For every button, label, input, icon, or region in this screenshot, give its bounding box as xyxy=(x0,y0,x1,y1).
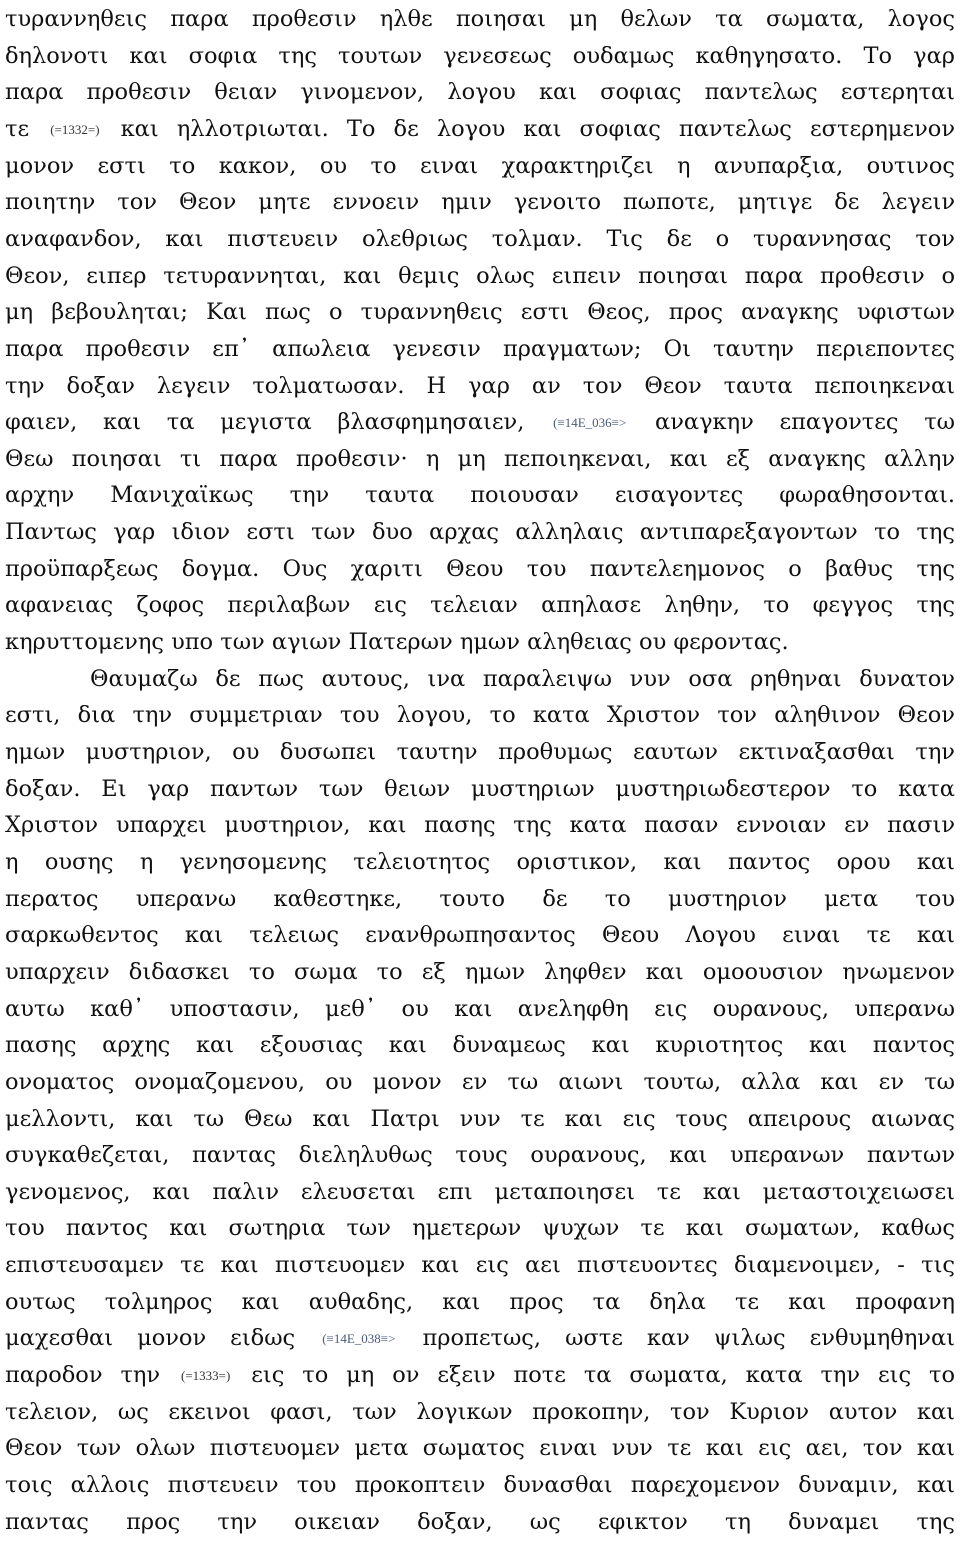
text-span: ονοματος ονομαζομενου, ου μονον εν τω αιωνι τουτω, αλλα και εν τω xyxy=(5,1068,955,1095)
text-line xyxy=(5,917,955,954)
text-span: την δοξαν λεγειν τολματωσαν. Η γαρ αν τον Θεον ταυτα πεποιηκεναι xyxy=(5,372,955,399)
text-span: φαιεν, και τα μεγιστα βλασφημησαιεν, xyxy=(5,409,551,436)
text-line xyxy=(5,74,955,111)
text-span: επιστευσαμεν τε και πιστευομεν και εις αει πιστευοντες διαμενοιμεν, - τις xyxy=(5,1252,955,1279)
text-span: τυραννηθεις παρα προθεσιν ηλθε ποιησαι μη θελων τα σωματα, λογος xyxy=(5,6,955,32)
text-line xyxy=(5,1137,955,1174)
text-span: συγκαθεζεται, παντας διεληλυθως τους ουρανους, και υπερανων παντων xyxy=(5,1142,955,1169)
text-span: τοις αλλοις πιστευειν του προκοπτειν δυνασθαι παρεχομενον δυναμιν, και xyxy=(5,1472,955,1498)
text-line xyxy=(5,404,955,441)
text-span: τελειον, ως εκεινοι φασι, των λογικων προκοπην, τον Κυριον αυτον και xyxy=(5,1398,955,1425)
text-span: δηλονοτι και σοφια της τουτων γενεσεως ουδαμως καθηγησατο. Το γαρ xyxy=(5,42,955,69)
text-line xyxy=(5,807,955,844)
text-line xyxy=(5,221,955,258)
text-line xyxy=(5,1430,955,1467)
text-span: προϋπαρξεως δογμα. Ους χαριτι Θεου του παντελεημονος ο βαθυς της xyxy=(5,555,955,582)
text-line xyxy=(5,1174,955,1211)
text-span: μελλοντι, και τω Θεω και Πατρι νυν τε και εις τους απειρους αιωνας xyxy=(5,1105,955,1132)
text-span: αναφανδον, και πιστευειν ολεθριως τολμαν. Τις δε ο τυραννησας τον xyxy=(5,225,955,252)
text-line xyxy=(5,1504,955,1541)
text-span: Θεον, ειπερ τετυραννηται, και θεμις ολως ειπειν ποιησαι παρα προθεσιν ο xyxy=(5,262,955,289)
page-marker: (≡14E_036≡> xyxy=(553,415,627,431)
text-line xyxy=(5,148,955,185)
text-line xyxy=(5,1,955,38)
text-span: γενομενος, και παλιν ελευσεται επι μεταποιησει τε και μεταστοιχειωσει xyxy=(5,1178,955,1205)
text-span: και ηλλοτριωται. Το δε λογου και σοφιας παντελως εστερημενον xyxy=(102,115,955,142)
text-span: ημων μυστηριον, ου δυσωπει ταυτην προθυμως εαυτων εκτιναξασθαι την xyxy=(5,739,955,765)
text-line xyxy=(5,551,955,588)
text-line xyxy=(90,661,955,698)
text-line xyxy=(5,331,955,368)
text-line xyxy=(5,184,955,221)
page-marker: (=1333=) xyxy=(180,1368,231,1384)
text-span: Χριστον υπαρχει μυστηριον, και πασης της κατα πασαν εννοιαν εν πασιν xyxy=(5,812,955,839)
text-span: εις το μη ον εξειν ποτε τα σωματα, κατα την εις το xyxy=(233,1362,955,1389)
text-line xyxy=(5,294,955,331)
text-span: παρα προθεσιν επ᾽ απωλεια γενεσιν πραγματων; Οι ταυτην περιεποντες xyxy=(5,335,955,362)
text-span: αφανειας ζοφος περιλαβων εις τελειαν απηλασε ληθην, το φεγγος της xyxy=(5,592,955,619)
text-line xyxy=(5,771,955,808)
text-line xyxy=(5,844,955,881)
text-line xyxy=(5,1247,955,1284)
text-line xyxy=(5,1101,955,1138)
text-span: πασης αρχης και εξουσιας και δυναμεως και κυριοτητος και παντος xyxy=(5,1032,955,1059)
text-span: τε xyxy=(5,115,48,142)
text-span: μη βεβουληται; Και πως ο τυραννηθεις εστι Θεος, προς αναγκης υφιστων xyxy=(5,299,955,326)
text-span: αυτω καθ᾽ υποστασιν, μεθ᾽ ου και ανεληφθη εις ουρανους, υπερανω xyxy=(5,995,955,1022)
text-line xyxy=(5,991,955,1028)
text-span: Παντως γαρ ιδιον εστι των δυο αρχας αλληλαις αντιπαρεξαγοντων το της xyxy=(5,519,955,546)
text-span: υπαρχειν διδασκει το σωμα το εξ ημων ληφθεν και ομοουσιον ηνωμενον xyxy=(5,958,955,985)
text-line xyxy=(5,1394,955,1431)
text-line xyxy=(5,441,955,478)
text-line xyxy=(5,1027,955,1064)
text-line xyxy=(5,697,955,734)
text-span: προπετως, ωστε καν ψιλως ενθυμηθηναι xyxy=(398,1325,955,1352)
text-line xyxy=(5,1467,955,1504)
text-line xyxy=(5,111,955,148)
text-line xyxy=(5,1210,955,1247)
text-span: παντας προς την οικειαν δοξαν, ως εφικτον τη δυναμει της xyxy=(5,1508,955,1535)
text-line xyxy=(5,624,955,661)
text-span: αρχην Μανιχαϊκως την ταυτα ποιουσαν εισαγοντες φωραθησονται. xyxy=(5,482,955,509)
text-span: Θαυμαζω δε πως αυτους, ινα παραλειψω νυν οσα ρηθηναι δυνατον xyxy=(90,665,955,692)
text-span: παρα προθεσιν θειαν γινομενον, λογου και σοφιας παντελως εστερηται xyxy=(5,79,955,106)
text-span: σαρκωθεντος και τελειως ενανθρωπησαντος Θεου Λογου ειναι τε και xyxy=(5,922,955,949)
text-line xyxy=(5,954,955,991)
text-span: δοξαν. Ει γαρ παντων των θειων μυστηριων μυστηριωδεστερον το κατα xyxy=(5,775,955,802)
text-span: Θεον των ολων πιστευομεν μετα σωματος ειναι νυν τε και εις αει, τον και xyxy=(5,1435,955,1462)
text-span: ουτως τολμηρος και αυθαδης, και προς τα δηλα τε και προφανη xyxy=(5,1288,955,1315)
text-line xyxy=(5,587,955,624)
text-line xyxy=(5,881,955,918)
page-marker: (≡14E_038≡> xyxy=(322,1331,396,1347)
text-span: Θεω ποιησαι τι παρα προθεσιν· η μη πεποιηκεναι, και εξ αναγκης αλλην xyxy=(5,445,955,472)
text-line xyxy=(5,368,955,405)
text-line xyxy=(5,514,955,551)
text-line xyxy=(5,734,955,771)
text-line xyxy=(5,1064,955,1101)
text-span: κηρυττομενης υπο των αγιων Πατερων ημων αληθειας ου φεροντας. xyxy=(5,629,789,656)
text-line xyxy=(5,1320,955,1357)
text-span: περατος υπερανω καθεστηκε, τουτο δε το μυστηριον μετα του xyxy=(5,885,955,912)
text-span: η ουσης η γενησομενης τελειοτητος οριστικον, και παντος ορου και xyxy=(5,848,955,875)
text-span: του παντος και σωτηρια των ημετερων ψυχων τε και σωματων, καθως xyxy=(5,1215,955,1242)
text-span: παροδον την xyxy=(5,1362,178,1389)
text-span: ποιητην τον Θεον μητε εννοειν ημιν γενοιτο πωποτε, μητιγε δε λεγειν xyxy=(5,189,955,216)
text-line xyxy=(5,38,955,75)
text-span: αναγκην επαγοντες τω xyxy=(629,409,955,436)
text-span: μαχεσθαι μονον ειδως xyxy=(5,1325,320,1352)
text-span: εστι, δια την συμμετριαν του λογου, το κατα Χριστον τον αληθινον Θεον xyxy=(5,702,955,729)
text-line xyxy=(5,1357,955,1394)
page-marker: (=1332=) xyxy=(50,121,100,137)
text-span: μονον εστι το κακον, ου το ειναι χαρακτηριζει η ανυπαρξια, ουτινος xyxy=(5,152,955,179)
text-line xyxy=(5,477,955,514)
text-line xyxy=(5,1284,955,1321)
text-line xyxy=(5,258,955,295)
